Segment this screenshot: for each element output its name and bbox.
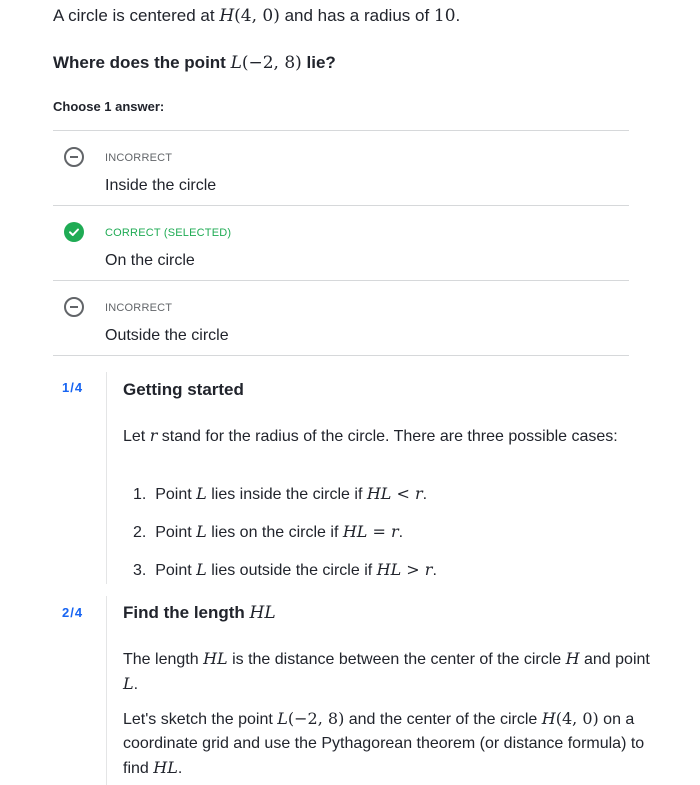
choice-label: Outside the circle [105, 327, 229, 344]
choice-on[interactable] [53, 206, 629, 281]
step-number: 1/4 [62, 380, 84, 395]
answer-choices [53, 130, 629, 356]
choice-status: INCORRECT [105, 302, 173, 314]
check-circle-icon [64, 222, 84, 242]
choice-inside[interactable] [53, 131, 629, 206]
list-item: 1. Point L lies inside the circle if HL < r. [133, 484, 428, 503]
problem-statement: A circle is centered at H(4, 0) and has a radius of 10. [53, 6, 461, 26]
choice-status: INCORRECT [105, 152, 173, 164]
step-text: The length HL is the distance between the center of the circle H and point L. [123, 649, 650, 693]
cases-list [133, 482, 437, 596]
step-text: Let's sketch the point L(−2, 8) and the center of the circle H(4, 0) on a coordinate grid and use the Pythagorean theorem (or distance formula) to find HL. [123, 709, 645, 777]
choice-label: Inside the circle [105, 177, 217, 194]
step-divider [106, 372, 107, 584]
choice-status: CORRECT (SELECTED) [105, 227, 232, 239]
question-prompt: Where does the point L(−2, 8) lie? [53, 53, 336, 73]
step-number: 2/4 [62, 605, 84, 620]
list-item: 2. Point L lies on the circle if HL = r. [133, 522, 404, 541]
step-title: Find the length HL [123, 603, 276, 623]
choice-label: On the circle [105, 252, 195, 269]
step-title: Getting started [123, 380, 244, 399]
step-text: Let r stand for the radius of the circle. There are three possible cases: [123, 426, 618, 445]
minus-circle-icon [64, 147, 84, 167]
choice-outside[interactable] [53, 281, 629, 356]
minus-circle-icon [64, 297, 84, 317]
step-divider [106, 596, 107, 785]
choose-label: Choose 1 answer: [53, 99, 165, 114]
list-item: 3. Point L lies outside the circle if HL > r. [133, 560, 437, 579]
